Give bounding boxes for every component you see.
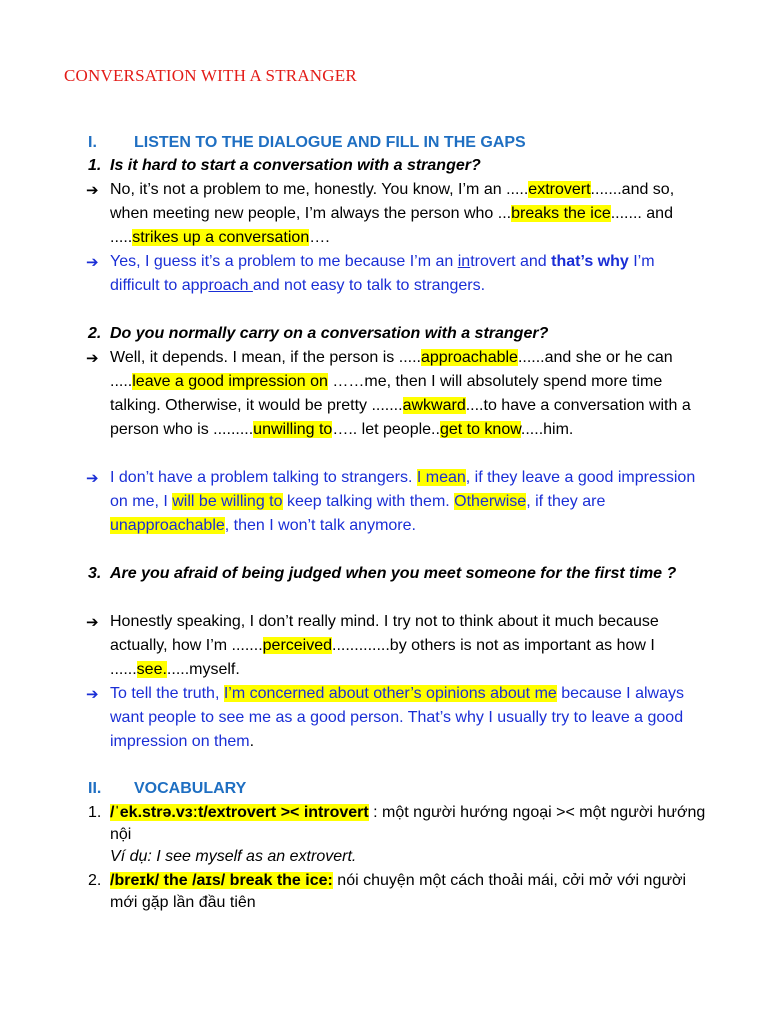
- vocab-item-1: [88, 802, 708, 868]
- answer-text: ....... and .....: [110, 205, 673, 246]
- answer-text: , if they are: [526, 493, 606, 510]
- answer-text: .....myself.: [166, 661, 240, 678]
- answer-text: and not easy to talk to strangers.: [252, 277, 486, 294]
- vocab-example: Ví dụ: I see myself as an extrovert.: [110, 848, 357, 865]
- answer-3b: [86, 682, 706, 754]
- section-heading-1: [88, 131, 526, 155]
- answer-1a: [86, 178, 706, 250]
- question-number: 1.: [88, 157, 102, 174]
- vocab-meaning: nói chuyện một cách thoải mái, cởi mở với người mới gặp lần đầu tiên: [110, 872, 687, 911]
- answer-text: Yes, I guess it’s a problem to me because I’m an: [110, 253, 458, 270]
- answer-text: No, it’s not a problem to me, honestly. You know, I’m an .....: [110, 181, 529, 198]
- bold-phrase: that’s why: [551, 253, 629, 270]
- highlighted-word: leave a good impression on: [132, 373, 328, 390]
- answer-text: keep talking with them.: [282, 493, 455, 510]
- vocab-item-2: [88, 870, 708, 914]
- highlighted-word: unwilling to: [253, 421, 333, 438]
- right-arrow-icon: ➔: [86, 253, 99, 271]
- question-number: 2.: [88, 325, 102, 342]
- highlighted-word: strikes up a conversation: [132, 229, 310, 246]
- answer-3a: [86, 610, 706, 682]
- highlighted-word: approachable: [420, 349, 518, 366]
- highlighted-word: extrovert: [528, 181, 591, 198]
- section-title: LISTEN TO THE DIALOGUE AND FILL IN THE GAPS: [134, 134, 526, 151]
- answer-text: Well, it depends. I mean, if the person is .....: [110, 349, 421, 366]
- answer-2b: [86, 466, 706, 538]
- question-1: [88, 154, 708, 178]
- highlighted-word: I’m concerned about other’s opinions about me: [223, 685, 557, 702]
- highlighted-word: will be willing to: [172, 493, 283, 510]
- answer-text: ……me, then I will absolutely spend more time talking. Otherwise, it would be pretty .......: [110, 373, 663, 414]
- question-text: Is it hard to start a conversation with a stranger?: [110, 157, 481, 174]
- right-arrow-icon: ➔: [86, 685, 99, 703]
- answer-text: To tell the truth,: [110, 685, 224, 702]
- answer-text: .....him.: [520, 421, 574, 438]
- question-3: [88, 562, 708, 586]
- highlighted-word: I mean: [416, 469, 466, 486]
- answer-text: ….: [309, 229, 330, 246]
- answer-text: , then I won’t talk anymore.: [224, 517, 416, 534]
- underlined-text: in: [457, 253, 471, 270]
- question-2: [88, 322, 708, 346]
- section-heading-2: [88, 777, 246, 801]
- answer-1b: [86, 250, 706, 298]
- highlighted-word: perceived: [262, 637, 333, 654]
- right-arrow-icon: ➔: [86, 469, 99, 487]
- answer-text: I’m difficult to app: [110, 253, 655, 294]
- highlighted-word: Otherwise: [454, 493, 527, 510]
- answer-text: .......and so, when meeting new people, I’m always the person who ...: [110, 181, 675, 222]
- question-text: Do you normally carry on a conversation with a stranger?: [110, 325, 549, 342]
- answer-text: trovert and: [470, 253, 552, 270]
- answer-text: I don’t have a problem talking to strangers.: [110, 469, 417, 486]
- right-arrow-icon: ➔: [86, 181, 99, 199]
- answer-text: ....to have a conversation with a person who is .........: [110, 397, 691, 438]
- highlighted-word: unapproachable: [110, 517, 225, 534]
- underlined-text: roach: [208, 277, 253, 294]
- answer-text: .............by others is not as important as how I ......: [110, 637, 655, 678]
- vocab-number: 2.: [88, 872, 102, 889]
- right-arrow-icon: ➔: [86, 349, 99, 367]
- answer-text: because I always want people to see me as a good person. That’s why I usually try to leave a good impression on them: [110, 685, 684, 750]
- vocab-meaning: : một người hướng ngoại >< một người hướng nội: [110, 804, 706, 843]
- section-number: I.: [88, 134, 97, 151]
- question-number: 3.: [88, 565, 102, 582]
- vocab-number: 1.: [88, 804, 102, 821]
- answer-text: ......and she or he can .....: [110, 349, 673, 390]
- answer-text: Honestly speaking, I don’t really mind. I try not to think about it much because actually, how I’m .......: [110, 613, 659, 654]
- answer-2a: [86, 346, 706, 442]
- document-title: CONVERSATION WITH A STRANGER: [64, 66, 357, 85]
- highlighted-word: see.: [136, 661, 167, 678]
- answer-text: .: [249, 733, 255, 750]
- answer-text: , if they leave a good impression on me, I: [110, 469, 696, 510]
- highlighted-word: awkward: [402, 397, 466, 414]
- vocab-term: /ˈek.strə.vɜːt/extrovert >< introvert: [110, 804, 369, 821]
- highlighted-word: get to know: [439, 421, 521, 438]
- answer-text: ….. let people..: [332, 421, 440, 438]
- question-text: Are you afraid of being judged when you meet someone for the first time ?: [110, 565, 677, 582]
- right-arrow-icon: ➔: [86, 613, 99, 631]
- highlighted-word: breaks the ice: [511, 205, 611, 222]
- section-title: VOCABULARY: [134, 780, 247, 797]
- vocab-term: /breɪk/ the /aɪs/ break the ice:: [110, 872, 333, 889]
- section-number: II.: [88, 780, 102, 797]
